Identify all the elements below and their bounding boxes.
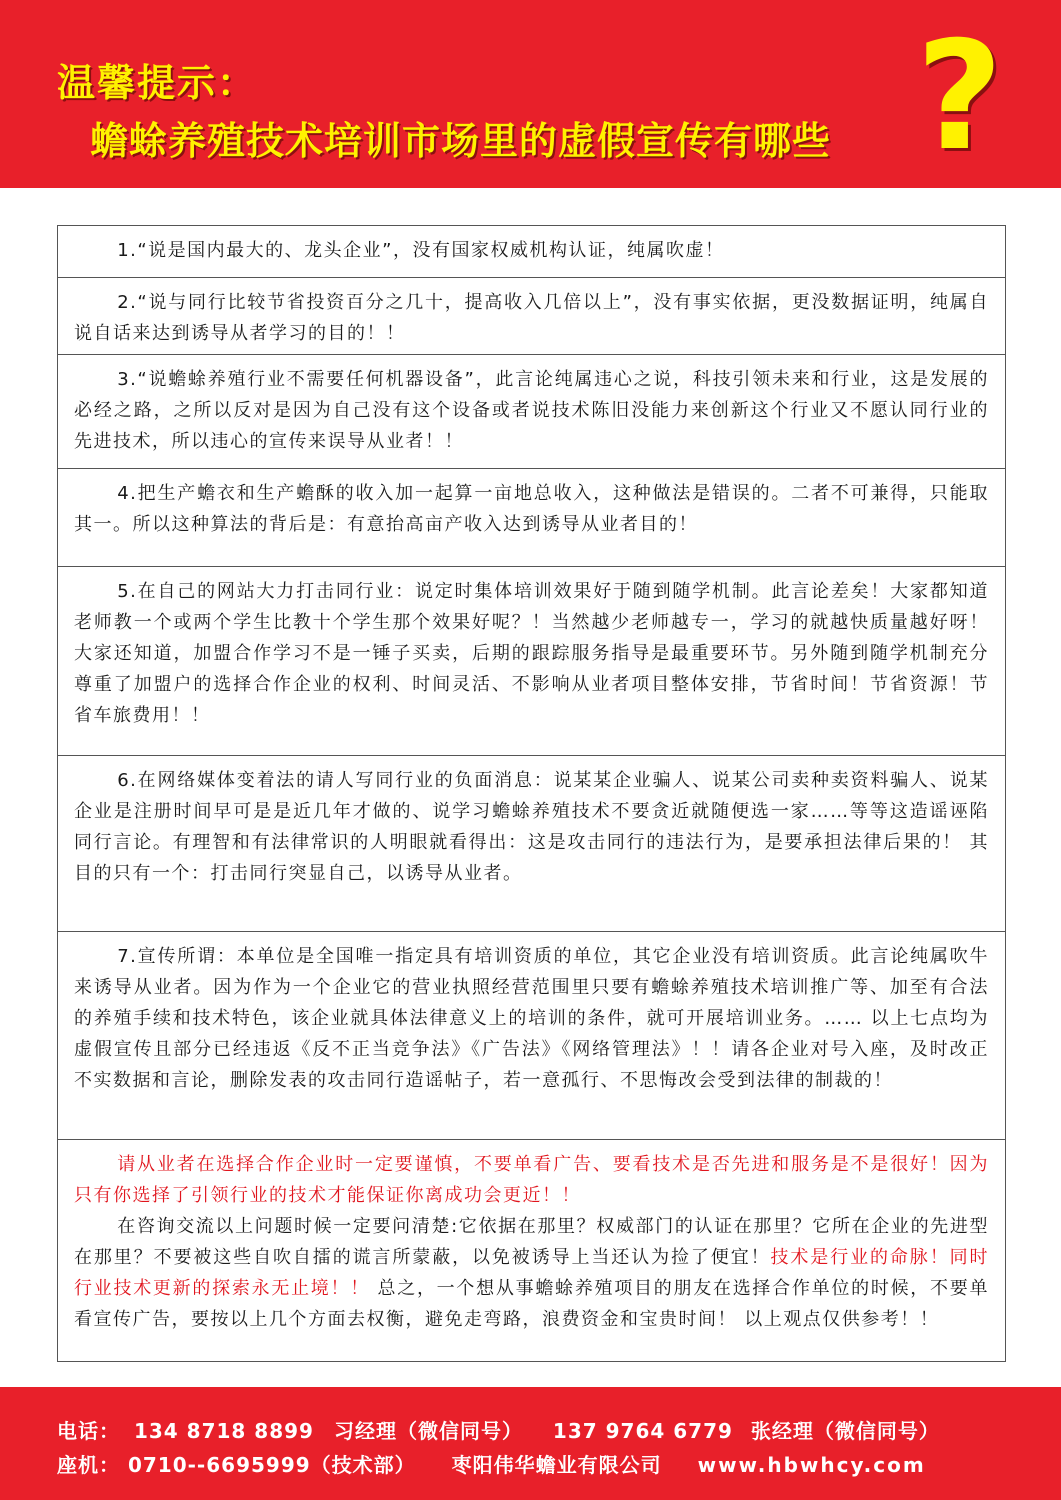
section-4-text: 4.把生产蟾衣和生产蟾酥的收入加一起算一亩地总收入，这种做法是错误的。二者不可兼得，只能取其一。所以这种算法的背后是：有意抬高亩产收入达到诱导从业者目的！ xyxy=(74,483,989,535)
section-3 xyxy=(58,355,1005,469)
section-2 xyxy=(58,278,1005,355)
advice-warning: 请从业者在选择合作企业时一定要谨慎，不要单看广告、要看技术是否先进和服务是不是很好！因为只有你选择了引领行业的技术才能保证你离成功会更近！！ xyxy=(74,1154,989,1206)
question-mark-icon: ? xyxy=(916,10,1004,184)
contact-name-1: 习经理（微信同号） xyxy=(333,1419,523,1443)
section-6-text: 6.在网络媒体变着法的请人写同行业的负面消息：说某某企业骗人、说某公司卖种卖资料骗人、说某企业是注册时间早可是是近几年才做的、说学习蟾蜍养殖技术不要贪近就随便选一家……等等这造谣诬陷同行言论。有理智和有法律常识的人明眼就看得出：这是攻击同行的违法行为，是要承担法律后果的！ 其目的只有一个：打击同行突显自己，以诱导从业者。 xyxy=(74,770,989,884)
phone-number-1: 134 8718 8899 xyxy=(133,1419,314,1443)
section-1 xyxy=(58,226,1005,278)
section-7 xyxy=(58,932,1005,1140)
header-title: 蟾蜍养殖技术培训市场里的虚假宣传有哪些 xyxy=(90,119,832,163)
section-6 xyxy=(58,756,1005,932)
advice-body xyxy=(74,1211,989,1335)
section-4 xyxy=(58,469,1005,567)
contact-name-2: 张经理（微信同号） xyxy=(750,1419,940,1443)
footer-phone-line xyxy=(57,1415,940,1444)
content-table xyxy=(57,225,1006,1362)
footer-banner xyxy=(0,1387,1061,1500)
section-1-text: 1.“说是国内最大的、龙头企业”，没有国家权威机构认证，纯属吹虚！ xyxy=(117,240,725,261)
landline-label: 座机： xyxy=(57,1453,120,1477)
section-5 xyxy=(58,567,1005,756)
advice-text-2: 总之，一个想从事蟾蜍养殖项目的朋友在选择合作单位的时候，不要单看宣传广告，要按以上几个方面去权衡，避免走弯路，浪费资金和宝贵时间！ 以上观点仅供参考！！ xyxy=(74,1278,989,1330)
section-3-text: 3.“说蟾蜍养殖行业不需要任何机器设备”，此言论纯属违心之说，科技引领未来和行业，这是发展的必经之路，之所以反对是因为自己没有这个设备或者说技术陈旧没能力来创新这个行业又不愿认同行业的先进技术，所以违心的宣传来误导从业者！！ xyxy=(74,369,989,452)
section-advice xyxy=(58,1140,1005,1361)
phone-label: 电话： xyxy=(57,1419,120,1443)
section-2-text: 2.“说与同行比较节省投资百分之几十，提高收入几倍以上”，没有事实依据，更没数据证明，纯属自说自话来达到诱导从者学习的目的！！ xyxy=(74,292,989,344)
section-5-text: 5.在自己的网站大力打击同行业：说定时集体培训效果好于随到随学机制。此言论差矣！大家都知道老师教一个或两个学生比教十个学生那个效果好呢？！当然越少老师越专一，学习的就越快质量越好呀！大家还知道，加盟合作学习不是一锤子买卖，后期的跟踪服务指导是最重要环节。另外随到随学机制充分尊重了加盟户的选择合作企业的权利、时间灵活、不影响从业者项目整体安排，节省时间！节省资源！节省车旅费用！！ xyxy=(74,581,989,726)
advice-emphasis: 技术是行业的命脉！同时行业技术更新的探索永无止境！！ xyxy=(74,1247,989,1299)
advice-text-1: 在咨询交流以上问题时候一定要问清楚:它依据在那里？权威部门的认证在那里？它所在企业的先进型在那里？不要被这些自吹自擂的谎言所蒙蔽，以免被诱导上当还认为捡了便宜！ xyxy=(74,1216,989,1268)
section-7-text: 7.宣传所谓：本单位是全国唯一指定具有培训资质的单位，其它企业没有培训资质。此言论纯属吹牛来诱导从业者。因为作为一个企业它的营业执照经营范围里只要有蟾蜍养殖技术培训推广等、加至有合法的养殖手续和技术特色，该企业就具体法律意义上的培训的条件，就可开展培训业务。…… 以上七点均为虚假宣传且部分已经违返《反不正当竞争法》《广告法》《网络管理法》！！请各企业对号入座，及时改正不实数据和言论，删除发表的攻击同行造谣帖子，若一意孤行、不思悔改会受到法律的制裁的！ xyxy=(74,946,989,1091)
company-name: 枣阳伟华蟾业有限公司 xyxy=(451,1453,662,1477)
landline-number: 0710--6695999（技术部） xyxy=(127,1453,416,1477)
phone-number-2: 137 9764 6779 xyxy=(552,1419,733,1443)
header-banner xyxy=(0,0,1061,188)
footer-landline-line xyxy=(57,1449,926,1478)
website-url: www.hbwhcy.com xyxy=(697,1453,926,1477)
header-title-prefix: 温馨提示： xyxy=(57,61,258,105)
